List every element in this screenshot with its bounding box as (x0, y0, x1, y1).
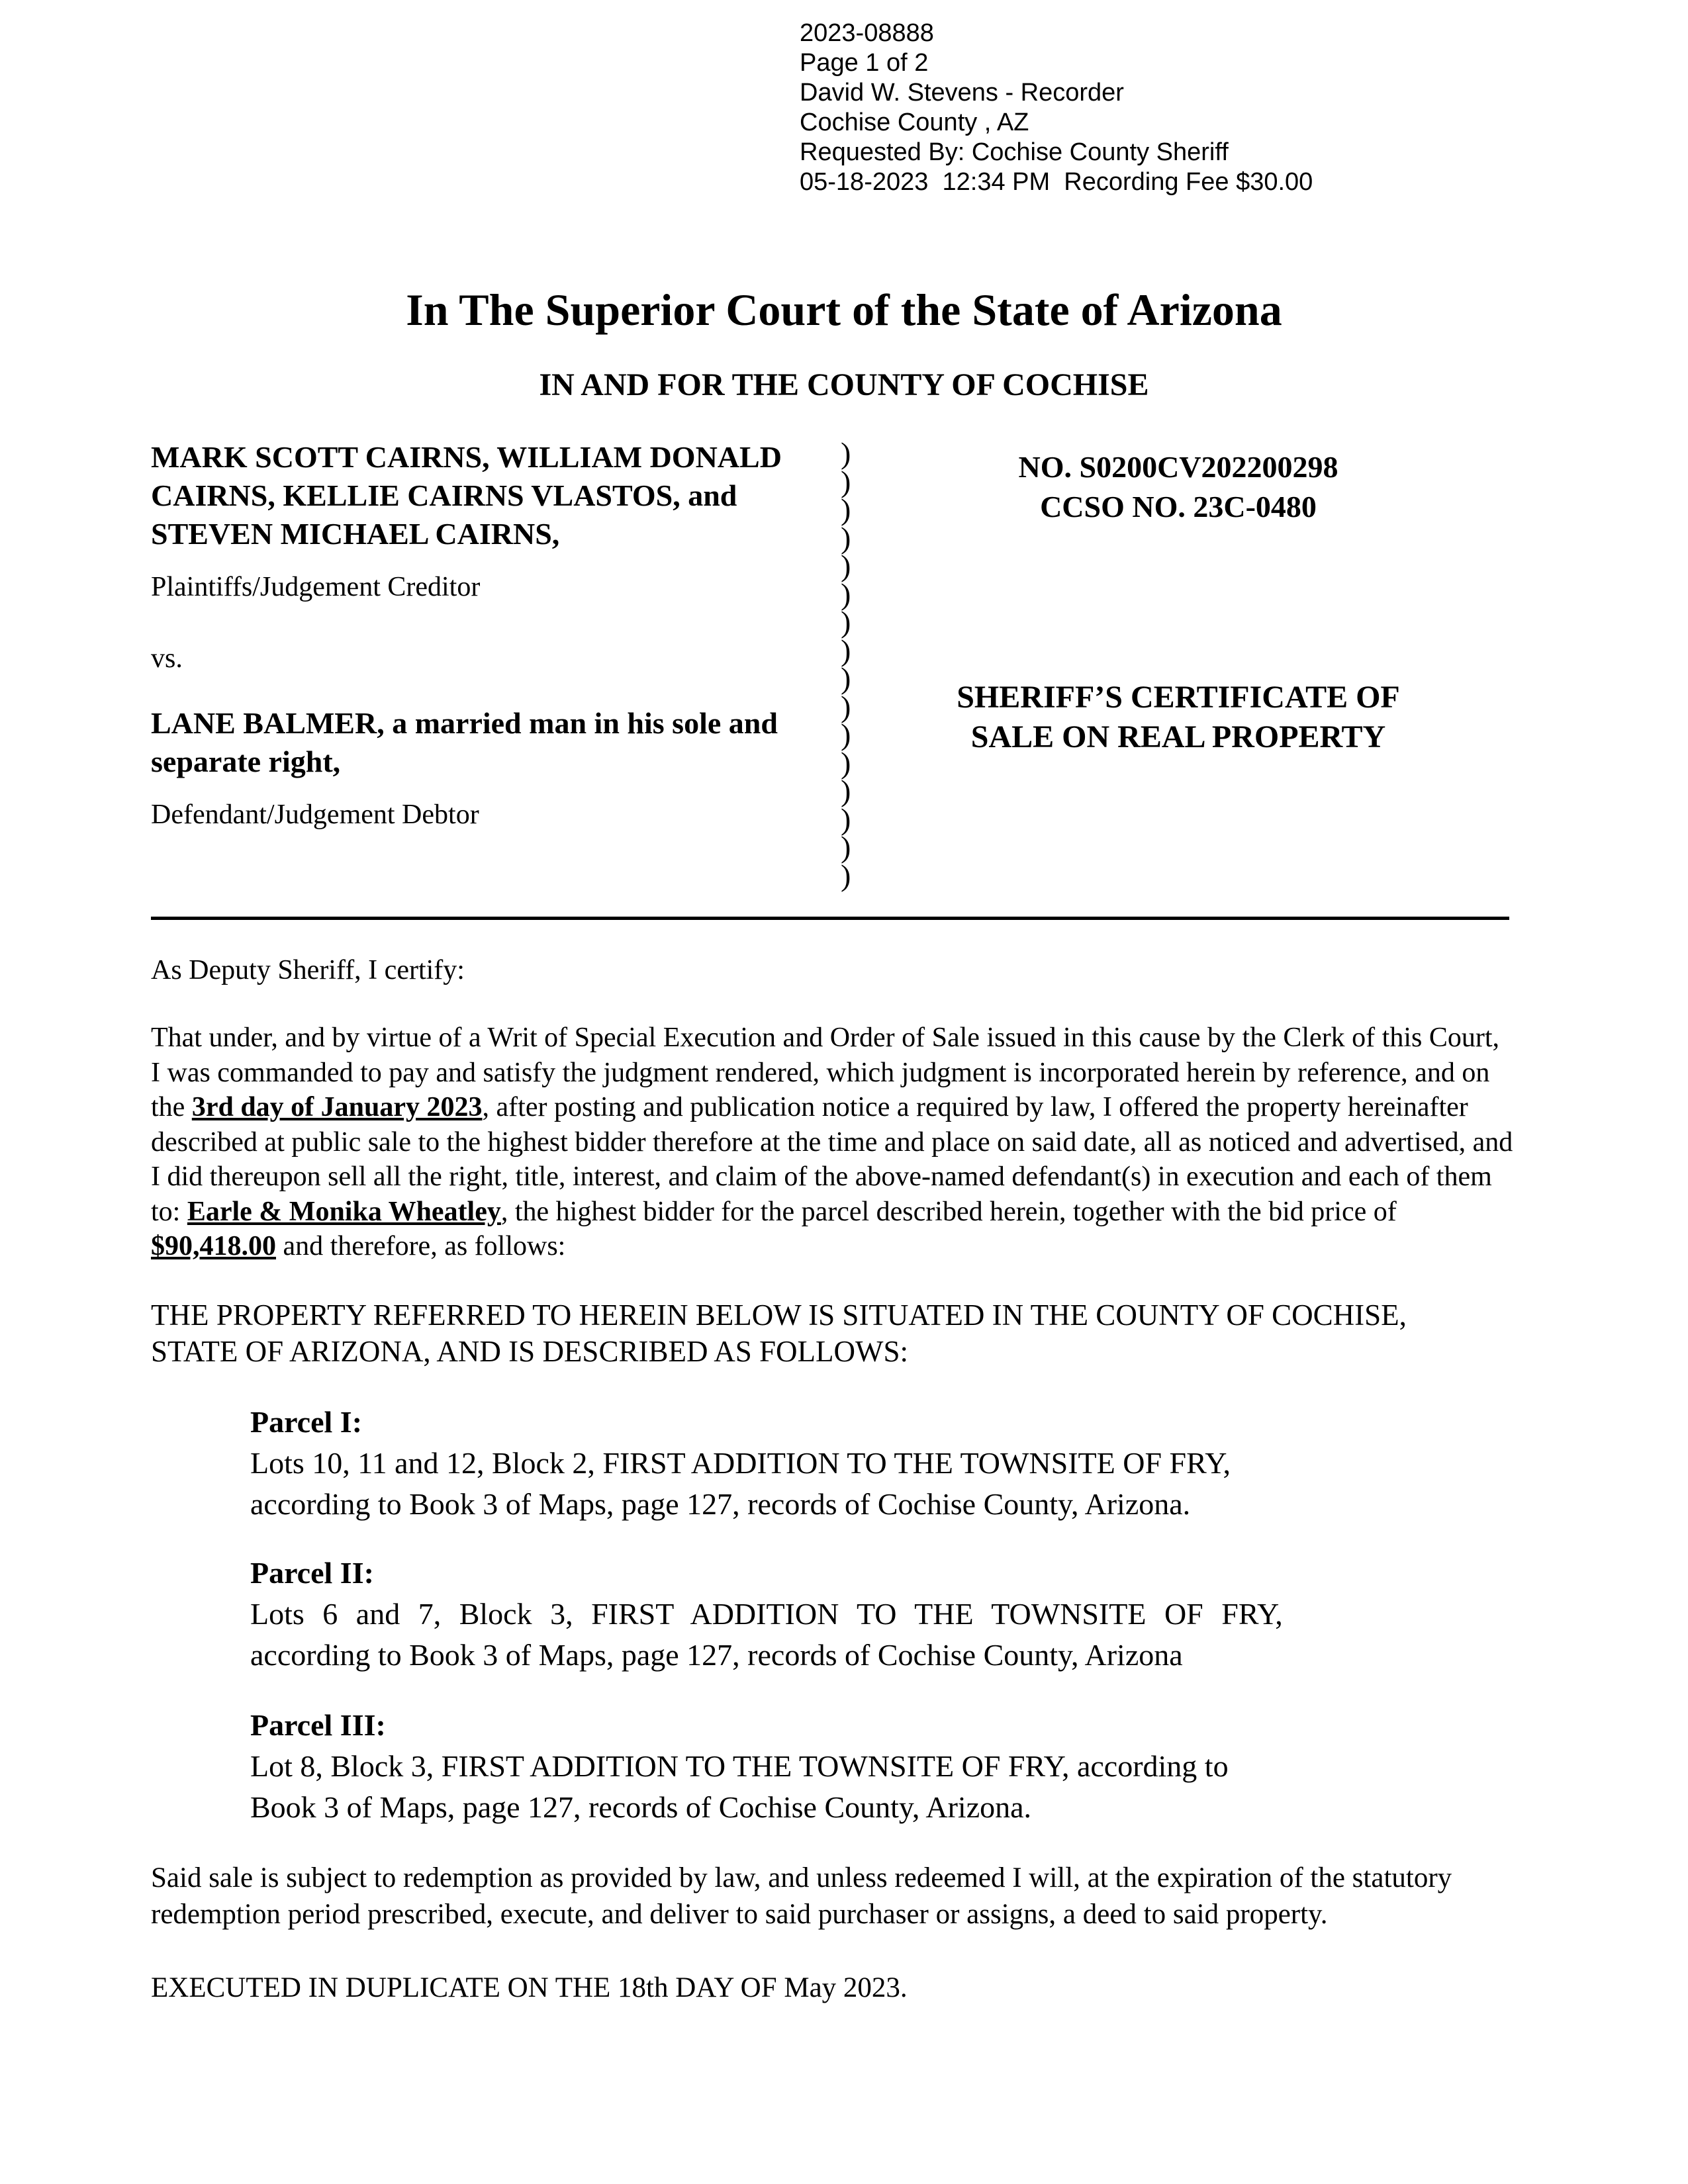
recorder-county: Cochise County , AZ (800, 109, 1029, 136)
document-title (887, 678, 1470, 757)
case-numbers (887, 447, 1470, 527)
defendant-role: Defendant/Judgement Debtor (151, 799, 479, 830)
parcel-description (250, 1402, 1389, 1525)
sale-paragraph-part-2: , after posting and publication notice a required by law, I offered the property hereinafter described at public sale to the highest bidder therefore at the time and place on said date, all as noticed and advertised, and I did thereupon sell all the right, title, interest, and claim of the above-named defendant(s) in execution and each of them to: (151, 1092, 1513, 1227)
county-title: IN AND FOR THE COUNTY OF COCHISE (539, 367, 1149, 402)
parcel-description (250, 1705, 1389, 1828)
document-title-line-1: SHERIFF’S CERTIFICATE OF (957, 680, 1400, 715)
redemption-paragraph: Said sale is subject to redemption as provided by law, and unless redeemed I will, at the expiration of the statutory redemption period prescribed, execute, and deliver to said purchaser or assigns, a deed to said property. (151, 1862, 1452, 1930)
property-heading-line-1: THE PROPERTY REFERRED TO HEREIN BELOW IS SITUATED IN THE COUNTY OF COCHISE, (151, 1298, 1407, 1332)
defendant-name: LANE BALMER, a married man in his sole and separate right, (151, 706, 778, 778)
requested-by: Requested By: Cochise County Sheriff (800, 138, 1229, 166)
caption-paren-column: ) ) ) ) ) ) ) ) ) ) ) ) ) ) ) ) (841, 436, 851, 892)
property-heading (151, 1297, 1515, 1370)
recording-number: 2023-08888 (800, 19, 934, 47)
parcel-name: Parcel I: (250, 1405, 363, 1439)
parcel-name: Parcel II: (250, 1556, 374, 1590)
parcel-line-1: Lots 10, 11 and 12, Block 2, FIRST ADDITION TO THE TOWNSITE OF FRY, (250, 1446, 1231, 1480)
plaintiffs-role: Plaintiffs/Judgement Creditor (151, 572, 481, 602)
plaintiffs-names: MARK SCOTT CAIRNS, WILLIAM DONALD CAIRNS, KELLIE CAIRNS VLASTOS, and STEVEN MICHAEL CAIRNS, (151, 440, 782, 551)
property-heading-line-2: STATE OF ARIZONA, AND IS DESCRIBED AS FOLLOWS: (151, 1335, 909, 1368)
ccso-number: CCSO NO. 23C-0480 (1040, 490, 1317, 523)
sale-paragraph-part-1: That under, and by virtue of a Writ of Special Execution and Order of Sale issued in this cause by the Clerk of this Court, I was commanded to pay and satisfy the judgment rendered, which judgment is incorporated herein by reference, and on the (151, 1023, 1500, 1122)
parcel-line-1: Lots 6 and 7, Block 3, FIRST ADDITION TO THE TOWNSITE OF FRY, (250, 1597, 1283, 1631)
case-caption-parties (151, 438, 820, 834)
parcel-line-2: Book 3 of Maps, page 127, records of Cochise County, Arizona. (250, 1790, 1032, 1824)
sale-paragraph-part-3: , the highest bidder for the parcel described herein, together with the bid price of (500, 1196, 1397, 1227)
sale-paragraph-part-4: and therefore, as follows: (276, 1231, 566, 1261)
page-count: Page 1 of 2 (800, 49, 929, 77)
case-number: NO. S0200CV202200298 (1018, 450, 1338, 484)
parcel-line-2: according to Book 3 of Maps, page 127, records of Cochise County, Arizona. (250, 1487, 1191, 1521)
versus-label: vs. (151, 643, 183, 674)
execution-date: EXECUTED IN DUPLICATE ON THE 18th DAY OF May 2023. (151, 1972, 908, 2003)
caption-divider (151, 917, 1509, 920)
parcel-line-1: Lot 8, Block 3, FIRST ADDITION TO THE TOWNSITE OF FRY, according to (250, 1749, 1229, 1783)
court-title: In The Superior Court of the State of Arizona (406, 285, 1282, 335)
certify-statement: As Deputy Sheriff, I certify: (151, 955, 465, 985)
parcel-line-2: according to Book 3 of Maps, page 127, records of Cochise County, Arizona (250, 1638, 1183, 1672)
document-title-line-2: SALE ON REAL PROPERTY (970, 719, 1386, 754)
sale-date: 3rd day of January 2023 (191, 1092, 483, 1122)
parcel-name: Parcel III: (250, 1708, 386, 1742)
buyer-names: Earle & Monika Wheatley (187, 1196, 501, 1227)
recorder-name: David W. Stevens - Recorder (800, 79, 1124, 107)
sale-paragraph (151, 1021, 1515, 1264)
parcel-description (250, 1553, 1389, 1676)
bid-price: $90,418.00 (151, 1231, 276, 1261)
recorder-stamp (800, 19, 1313, 197)
recording-date-fee: 05-18-2023 12:34 PM Recording Fee $30.00 (800, 168, 1313, 196)
